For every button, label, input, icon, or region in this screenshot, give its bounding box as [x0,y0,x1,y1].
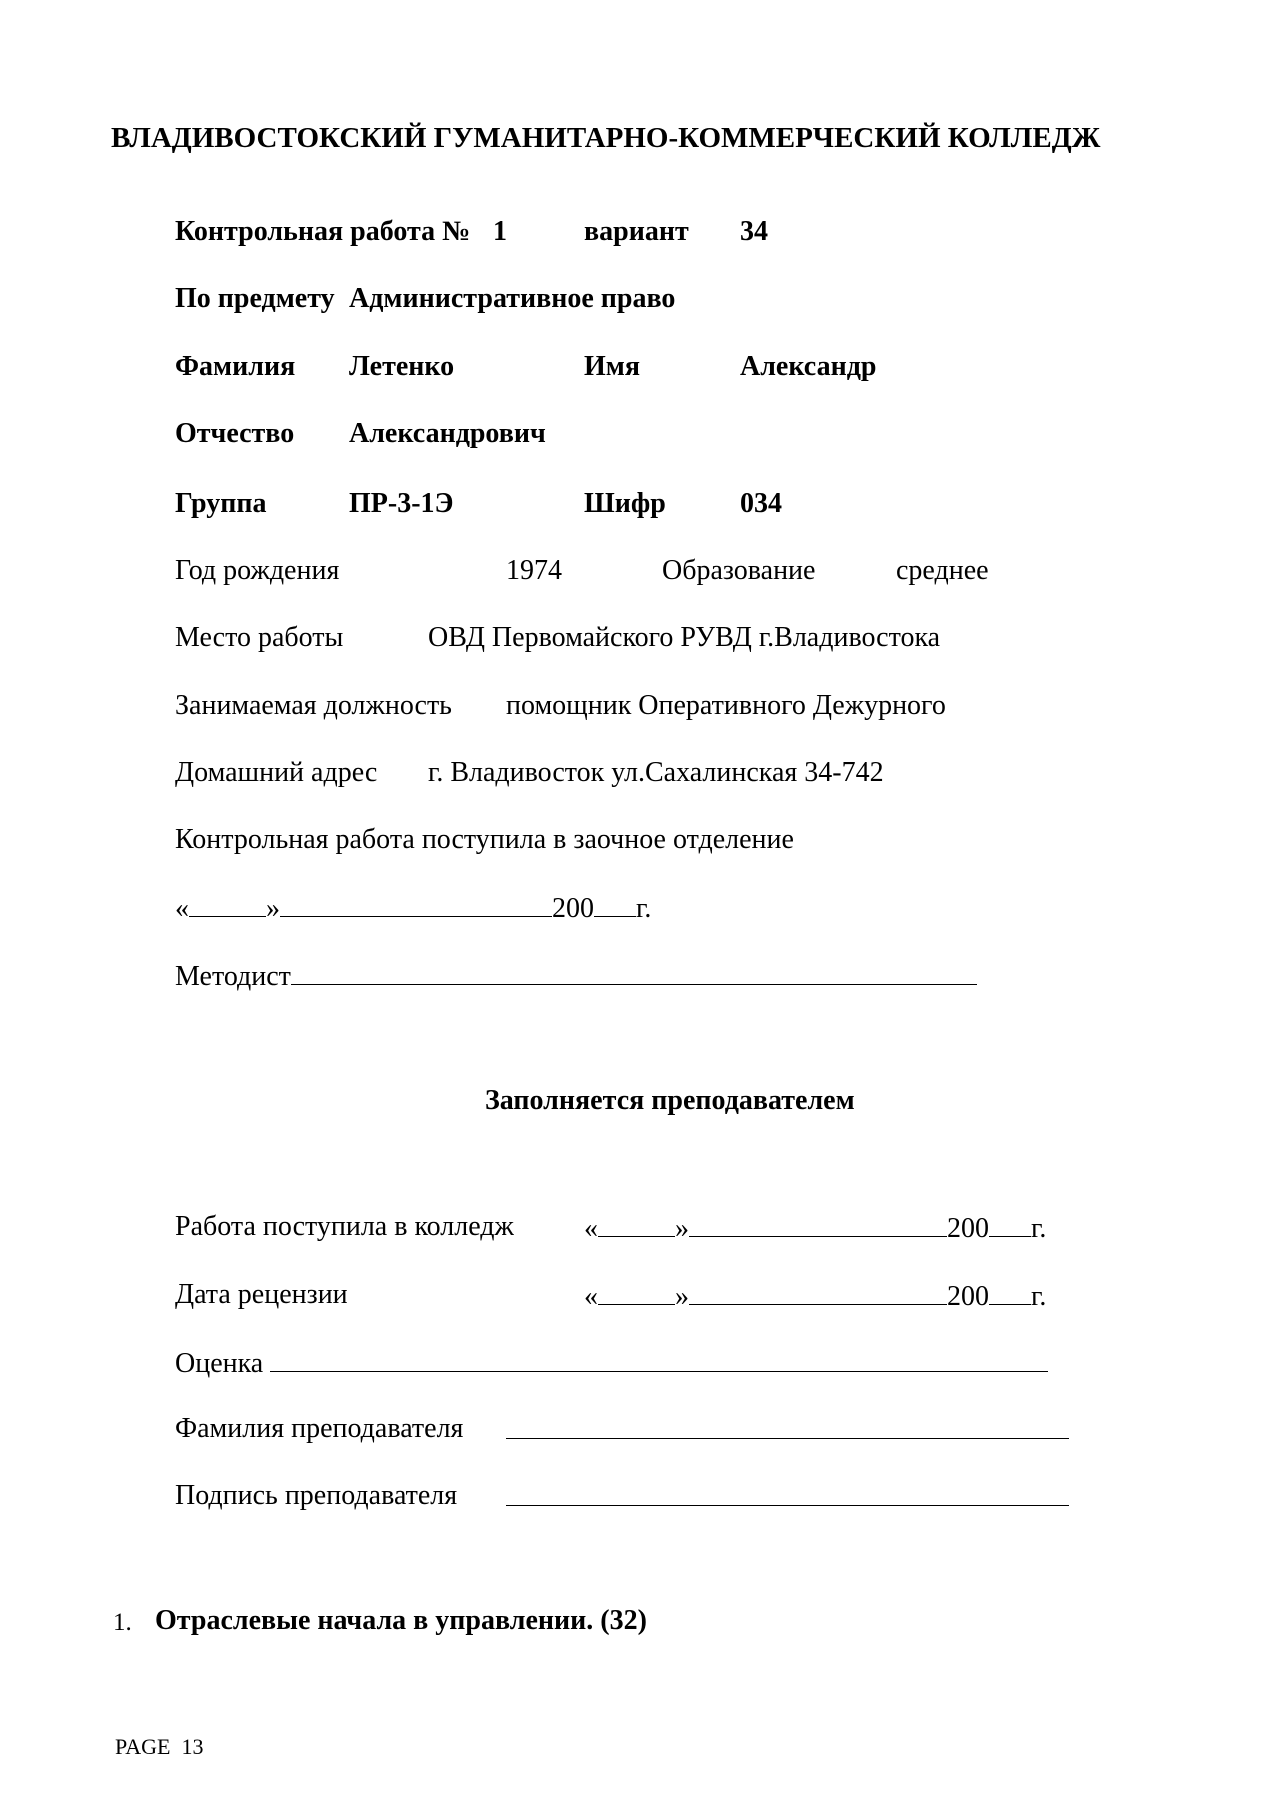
teacher-signature-blank [506,1479,1069,1506]
received-text: Контрольная работа поступила в заочное отделение [175,824,794,855]
group-label: Группа [175,488,267,519]
patronymic-label: Отчество [175,418,295,449]
page-number: 13 [181,1734,204,1759]
year-suffix: г. [636,893,652,924]
position-label: Занимаемая должность [175,690,452,721]
birth-year-label: Год рождения [175,555,340,586]
teacher-surname-blank [506,1412,1069,1439]
education-value: среднее [896,555,989,586]
year-blank [594,890,636,917]
day-blank [598,1278,675,1305]
name-value: Александр [740,351,877,382]
month-blank [689,1278,947,1305]
review-date [584,1278,1046,1314]
cipher-value: 034 [740,488,782,519]
review-date-label: Дата рецензии [175,1279,348,1310]
address-label: Домашний адрес [175,757,378,788]
month-blank [280,890,552,917]
group-value: ПР-3-1Э [349,488,454,519]
year-blank [989,1278,1031,1305]
page-label: PAGE [115,1734,171,1759]
close-quote: » [675,1213,689,1244]
cipher-label: Шифр [584,488,666,519]
topic-title: Отраслевые начала в управлении. (32) [155,1605,647,1636]
surname-value: Летенко [349,351,455,382]
surname-label: Фамилия [175,351,296,382]
page-footer [115,1730,203,1764]
day-blank [598,1210,675,1237]
college-title: ВЛАДИВОСТОКСКИЙ ГУМАНИТАРНО-КОММЕРЧЕСКИЙ КОЛЛЕДЖ [111,122,1101,154]
position-value: помощник Оперативного Дежурного [506,690,946,721]
day-blank [189,890,266,917]
teacher-signature-blank-wrap [506,1479,1069,1515]
work-number: 1 [493,216,507,247]
methodist-label: Методист [175,961,291,992]
year-suffix: г. [1031,1213,1047,1244]
grade-blank [270,1345,1048,1372]
year-prefix: 200 [947,1281,989,1312]
year-prefix: 200 [552,893,594,924]
received-college-date [584,1210,1046,1246]
year-suffix: г. [1031,1281,1047,1312]
subject-value: Административное право [349,283,676,314]
close-quote: » [675,1281,689,1312]
teacher-section-title: Заполняется преподавателем [485,1085,855,1116]
teacher-surname-blank-wrap [506,1412,1069,1448]
birth-year-value: 1974 [506,555,562,586]
month-blank [689,1210,947,1237]
variant-value: 34 [740,216,768,247]
year-prefix: 200 [947,1213,989,1244]
received-college-label: Работа поступила в колледж [175,1211,514,1242]
education-label: Образование [662,555,816,586]
open-quote: « [584,1281,598,1312]
subject-label: По предмету [175,283,335,314]
workplace-label: Место работы [175,622,344,653]
year-blank [989,1210,1031,1237]
work-label: Контрольная работа № [175,216,471,247]
grade-label: Оценка [175,1348,264,1379]
methodist-line [175,958,977,994]
teacher-surname-label: Фамилия преподавателя [175,1413,464,1444]
patronymic-value: Александрович [349,418,546,449]
grade-line [175,1345,1048,1381]
received-date-line [175,890,651,926]
workplace-value: ОВД Первомайского РУВД г.Владивостока [428,622,941,653]
open-quote: « [584,1213,598,1244]
close-quote: » [266,893,280,924]
address-value: г. Владивосток ул.Сахалинская 34-742 [428,757,884,788]
methodist-blank [291,958,977,985]
name-label: Имя [584,351,640,382]
teacher-signature-label: Подпись преподавателя [175,1480,458,1511]
variant-label: вариант [584,216,689,247]
open-quote: « [175,893,189,924]
topic-number: 1. [113,1609,132,1636]
